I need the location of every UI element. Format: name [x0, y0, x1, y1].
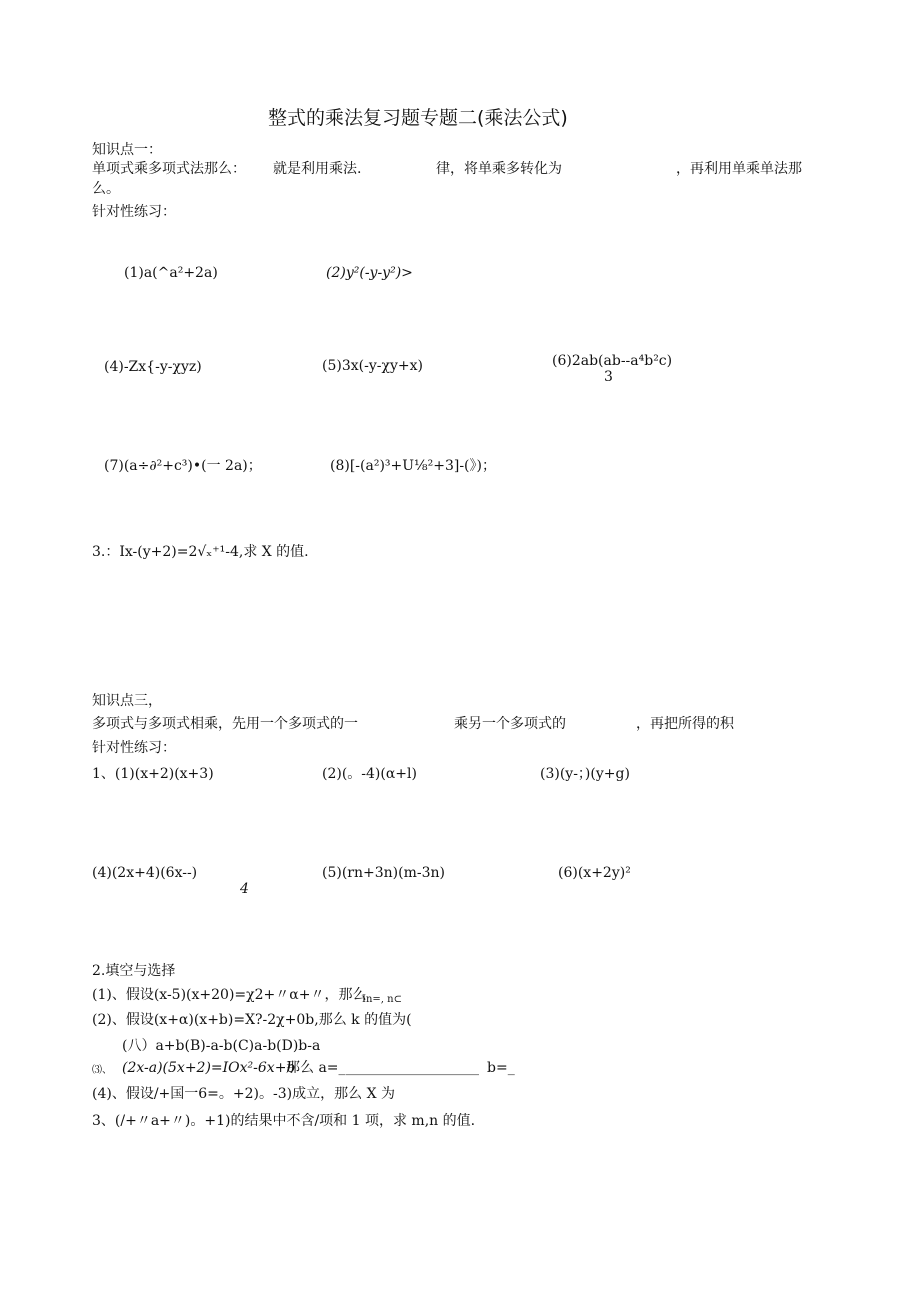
fill-question-3-number: ⑶、: [92, 1065, 112, 1076]
section3-heading: 知识点三，: [92, 693, 162, 709]
exercise-1: (1)a(^a²+2a): [124, 265, 218, 281]
page-title: 整式的乘法复习题专题二(乘法公式): [268, 107, 568, 129]
section1-rule-part-c: 律，将单乘多转化为: [436, 161, 562, 177]
exercise-7: (7)(a÷∂²+c³)•(一 2a)；: [104, 458, 262, 474]
poly-exercise-4-denominator: 4: [240, 881, 249, 897]
fill-question-3-b-prompt: b=_: [487, 1060, 515, 1076]
section1-heading: 知识点一：: [92, 142, 162, 158]
fill-question-4: (4)、假设/+国一6=。+2)。-3)成立，那么 X 为: [92, 1086, 395, 1102]
poly-exercise-4: (4)(2x+4)(6x--): [92, 865, 198, 881]
question-3-solve-x: 3.：Ix-(y+2)=2√ₓ⁺¹-4,求 X 的值.: [92, 544, 309, 560]
section1-rule-part-e: 么。: [92, 181, 120, 197]
section1-rule-part-d: ，再利用单乘单法那: [676, 161, 802, 177]
section1-rule-part-b: 就是利用乘法.: [273, 161, 362, 177]
poly-exercise-3: (3)(y-；)(y+g): [540, 766, 630, 782]
section3-rule-part-c: ，再把所得的积: [636, 716, 734, 732]
fill-question-3-answer-line: ___________________: [346, 1060, 479, 1076]
exercise-5: (5)3x(-y-χy+x): [322, 358, 423, 374]
fill-question-1: (1)、假设(x-5)(x+20)=χ2+〃α+〃，那么: [92, 987, 367, 1003]
section3-practice-label: 针对性练习：: [92, 740, 176, 756]
fill-choice-heading: 2.填空与选择: [92, 963, 176, 979]
fill-question-2-options: (八）a+b(B)-a-b(C)a-b(D)b-a: [122, 1038, 321, 1054]
section1-rule-part-a: 单项式乘多项式法那么：: [92, 161, 246, 177]
exercise-2: (2)y²(-y-y²)>: [326, 265, 413, 281]
poly-exercise-6: (6)(x+2y)²: [558, 865, 631, 881]
section1-practice-label: 针对性练习：: [92, 204, 176, 220]
exercise-6: (6)2ab(ab--a⁴b²c): [552, 353, 673, 369]
poly-exercise-1: 1、(1)(x+2)(x+3): [92, 766, 214, 782]
section3-rule-part-b: 乘另一个多项式的: [454, 716, 566, 732]
fill-question-3-a-prompt: 那么 a=_: [286, 1060, 346, 1076]
poly-exercise-5: (5)(rn+3n)(m-3n): [322, 865, 445, 881]
section3-rule-part-a: 多项式与多项式相乘，先用一个多项式的一: [92, 716, 358, 732]
fill-question-1-blanks: In=, n⊂: [362, 994, 402, 1005]
poly-exercise-2: (2)(。-4)(α+l): [322, 766, 417, 782]
exercise-8: (8)[-(a²)³+U⅛²+3]-(》)；: [330, 458, 496, 474]
exercise-4: (4)-Zx{-y-χyz): [104, 359, 202, 375]
fill-question-3-equation: (2x-a)(5x+2)=IOx²-6x+b: [122, 1060, 296, 1076]
final-question: 3、(/+〃a+〃)。+1)的结果中不含/项和 1 项，求 m,n 的值.: [92, 1113, 476, 1129]
fill-question-2: (2)、假设(x+α)(x+b)=X?-2χ+0b,那么 k 的值为(: [92, 1012, 412, 1028]
exercise-6-denominator: 3: [604, 369, 613, 385]
